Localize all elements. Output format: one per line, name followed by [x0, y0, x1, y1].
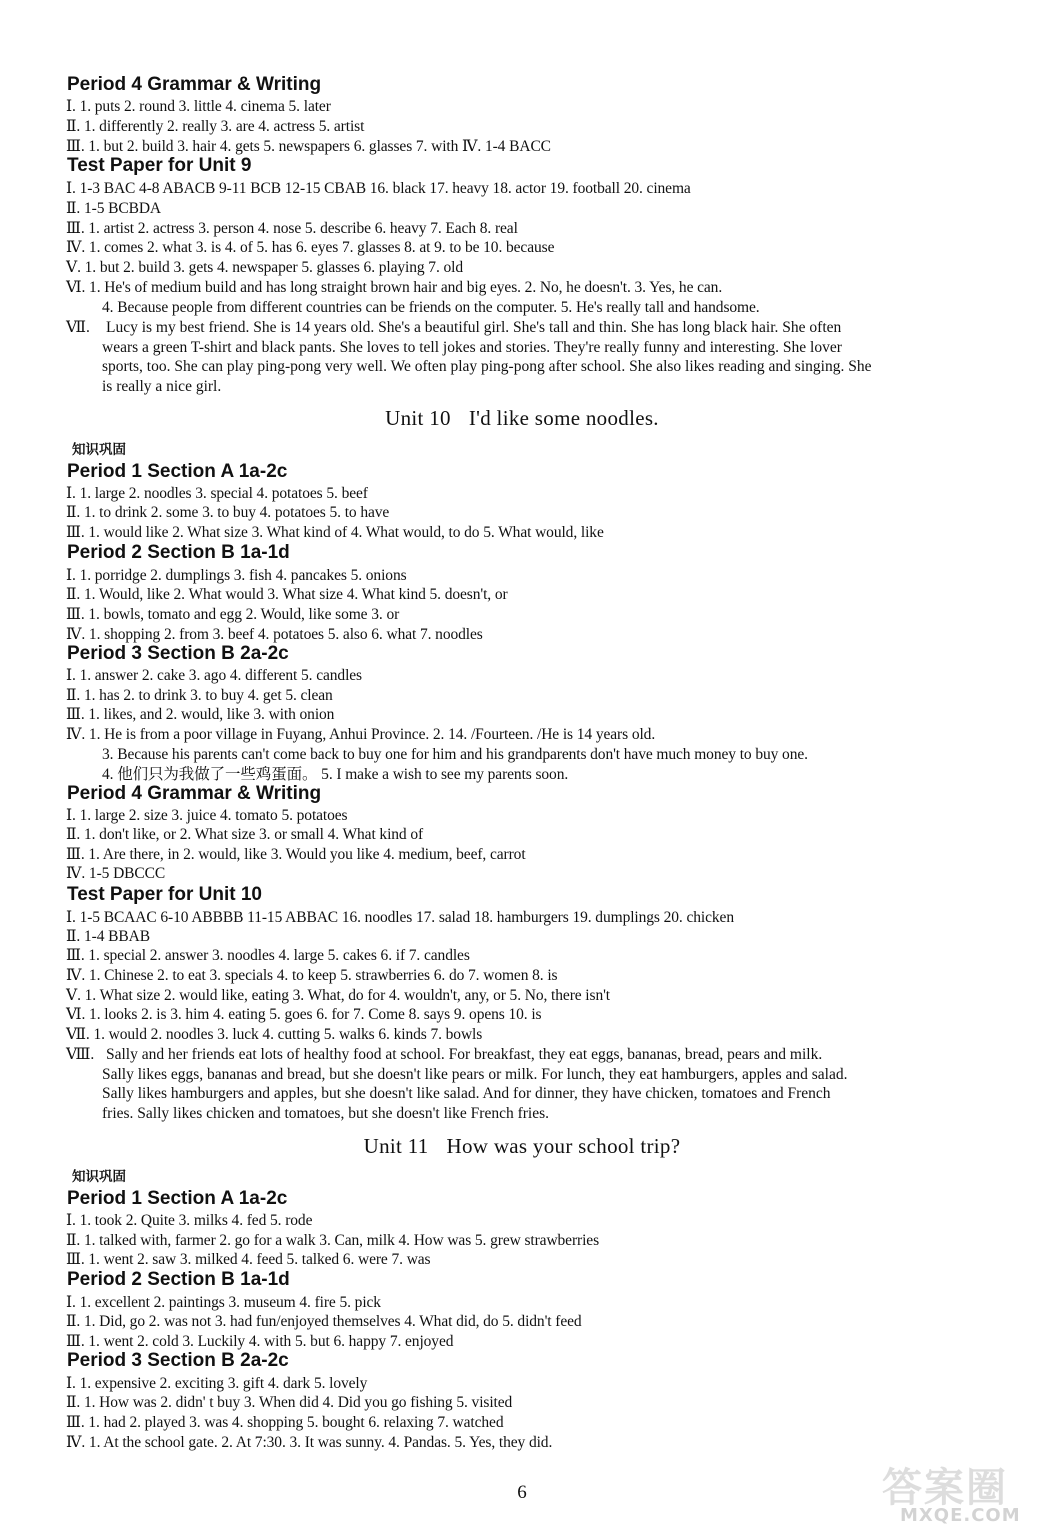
- unit-title: [0, 405, 1044, 431]
- answer-line: Ⅲ. 1. Are there, in 2. would, like 3. Would you like 4. medium, beef, carrot: [66, 846, 526, 863]
- answer-line: Ⅴ. 1. What size 2. would like, eating 3. What, do for 4. wouldn't, any, or 5. No, there isn't: [66, 987, 610, 1004]
- section-heading: Period 3 Section B 2a-2c: [67, 1350, 289, 1371]
- section-heading: Test Paper for Unit 9: [67, 155, 252, 176]
- essay-line: Sally likes eggs, bananas and bread, but she doesn't like pears or milk. For lunch, they eat hamburgers, apples and salad.: [102, 1065, 848, 1083]
- answer-line: Ⅱ. 1. talked with, farmer 2. go for a walk 3. Can, milk 4. How was 5. grew strawberries: [66, 1232, 600, 1249]
- answer-line: Ⅴ. 1. but 2. build 3. gets 4. newspaper 5. glasses 6. playing 7. old: [66, 259, 464, 276]
- essay-line: fries. Sally likes chicken and tomatoes, but she doesn't like French fries.: [102, 1104, 550, 1122]
- answer-line: Ⅲ. 1. but 2. build 3. hair 4. gets 5. newspapers 6. glasses 7. with Ⅳ. 1-4 BACC: [66, 138, 551, 155]
- answer-line: Ⅳ. 1. Chinese 2. to eat 3. specials 4. to keep 5. strawberries 6. do 7. women 8. is: [66, 967, 558, 984]
- answer-line: Ⅳ. 1. He is from a poor village in Fuyang, Anhui Province. 2. 14. /Fourteen. /He is 14 years old.: [66, 726, 656, 743]
- answer-line: Ⅲ. 1. bowls, tomato and egg 2. Would, like some 3. or: [66, 606, 400, 623]
- answer-line: 3. Because his parents can't come back to buy one for him and his grandparents don't have much money to buy one.: [102, 746, 808, 763]
- answer-line: Ⅳ. 1. At the school gate. 2. At 7:30. 3. It was sunny. 4. Pandas. 5. Yes, they did.: [66, 1434, 553, 1451]
- answer-line: Ⅱ. 1. differently 2. really 3. are 4. actress 5. artist: [66, 118, 365, 135]
- answer-line: Ⅰ. 1. expensive 2. exciting 3. gift 4. dark 5. lovely: [66, 1375, 368, 1392]
- section-heading: Period 1 Section A 1a-2c: [67, 1188, 288, 1209]
- answer-line: Ⅱ. 1. How was 2. didn' t buy 3. When did 4. Did you go fishing 5. visited: [66, 1394, 513, 1411]
- section-heading: Period 2 Section B 1a-1d: [67, 1269, 290, 1290]
- answer-line: Ⅲ. 1. went 2. cold 3. Luckily 4. with 5. but 6. happy 7. enjoyed: [66, 1333, 454, 1350]
- answer-line: Ⅰ. 1. large 2. size 3. juice 4. tomato 5. potatoes: [66, 807, 348, 824]
- page-number: 6: [517, 1482, 527, 1503]
- unit-name: I'd like some noodles.: [468, 406, 659, 430]
- answer-line: Ⅲ. 1. special 2. answer 3. noodles 4. large 5. cakes 6. if 7. candles: [66, 947, 470, 964]
- essay-paragraph: [66, 1045, 1024, 1123]
- answer-line: Ⅲ. 1. would like 2. What size 3. What kind of 4. What would, to do 5. What would, like: [66, 524, 604, 541]
- essay-number: Ⅶ.: [66, 319, 90, 336]
- essay-line: Lucy is my best friend. She is 14 years old. She's a beautiful girl. She's tall and thin. She has long black hair. She often: [106, 319, 842, 336]
- unit-number: Unit 11: [363, 1134, 429, 1158]
- essay-line: sports, too. She can play ping-pong very well. We often play ping-pong after school. She also likes reading and singing. She: [102, 358, 872, 375]
- section-heading: Period 3 Section B 2a-2c: [67, 643, 289, 664]
- answer-line: Ⅲ. 1. artist 2. actress 3. person 4. nose 5. describe 6. heavy 7. Each 8. real: [66, 220, 518, 237]
- section-heading: Period 4 Grammar & Writing: [67, 74, 322, 95]
- answer-line: Ⅰ. 1. porridge 2. dumplings 3. fish 4. pancakes 5. onions: [66, 567, 407, 584]
- answer-line: Ⅳ. 1. shopping 2. from 3. beef 4. potatoes 5. also 6. what 7. noodles: [66, 626, 483, 643]
- essay-line: Sally likes hamburgers and apples, but she doesn't like salad. And for dinner, they have chicken, tomatoes and French: [102, 1085, 831, 1102]
- answer-line: Ⅰ. 1. excellent 2. paintings 3. museum 4. fire 5. pick: [66, 1294, 381, 1311]
- answer-line: 4. Because people from different countries can be friends on the computer. 5. He's really tall and handsome.: [102, 299, 760, 316]
- consolidate-label: 知识巩固: [72, 1169, 126, 1185]
- answer-line: Ⅵ. 1. looks 2. is 3. him 4. eating 5. goes 6. for 7. Come 8. says 9. opens 10. is: [66, 1006, 542, 1023]
- answer-line: Ⅳ. 1-5 DBCCC: [66, 865, 166, 882]
- answer-line: Ⅰ. 1. took 2. Quite 3. milks 4. fed 5. rode: [66, 1212, 313, 1229]
- answer-line: Ⅱ. 1. has 2. to drink 3. to buy 4. get 5. clean: [66, 687, 333, 704]
- answer-line: Ⅰ. 1. answer 2. cake 3. ago 4. different 5. candles: [66, 667, 362, 684]
- answer-line: Ⅱ. 1. to drink 2. some 3. to buy 4. potatoes 5. to have: [66, 504, 390, 521]
- section-heading: Period 4 Grammar & Writing: [67, 783, 322, 804]
- answer-line: Ⅶ. 1. would 2. noodles 3. luck 4. cutting 5. walks 6. kinds 7. bowls: [66, 1026, 483, 1043]
- answer-line: Ⅰ. 1. large 2. noodles 3. special 4. potatoes 5. beef: [66, 485, 368, 502]
- unit-title: [0, 1133, 1044, 1159]
- answer-line: Ⅱ. 1. don't like, or 2. What size 3. or small 4. What kind of: [66, 826, 424, 843]
- essay-line: wears a green T-shirt and black pants. She loves to tell jokes and stories. They're really funny and interesting. She lover: [102, 338, 842, 356]
- essay-number: Ⅷ.: [66, 1046, 95, 1063]
- essay-line: is really a nice girl.: [102, 377, 222, 395]
- watermark-site: MXQE.COM: [900, 1505, 1021, 1526]
- essay-line: Sally and her friends eat lots of healthy food at school. For breakfast, they eat eggs, bananas, bread, pears and milk.: [106, 1046, 823, 1063]
- unit-name: How was your school trip?: [446, 1134, 681, 1158]
- answer-line: Ⅲ. 1. had 2. played 3. was 4. shopping 5. bought 6. relaxing 7. watched: [66, 1414, 504, 1431]
- answer-line: 4. 他们只为我做了一些鸡蛋面。 5. I make a wish to see my parents soon.: [102, 766, 569, 783]
- answer-line: Ⅰ. 1. puts 2. round 3. little 4. cinema 5. later: [66, 98, 331, 115]
- answer-line: Ⅵ. 1. He's of medium build and has long straight brown hair and big eyes. 2. No, he doesn't. 3. Yes, he can.: [66, 279, 723, 296]
- answer-line: Ⅲ. 1. went 2. saw 3. milked 4. feed 5. talked 6. were 7. was: [66, 1251, 431, 1268]
- answer-line: Ⅰ. 1-3 BAC 4-8 ABACB 9-11 BCB 12-15 CBAB 16. black 17. heavy 18. actor 19. football 20. cinema: [66, 180, 691, 197]
- answer-line: Ⅱ. 1-5 BCBDA: [66, 200, 162, 217]
- section-heading: Period 1 Section A 1a-2c: [67, 461, 288, 482]
- answer-line: Ⅳ. 1. comes 2. what 3. is 4. of 5. has 6. eyes 7. glasses 8. at 9. to be 10. because: [66, 239, 555, 256]
- essay-paragraph: [66, 318, 1024, 396]
- consolidate-label: 知识巩固: [72, 442, 126, 458]
- section-heading: Period 2 Section B 1a-1d: [67, 542, 290, 563]
- answer-line: Ⅰ. 1-5 BCAAC 6-10 ABBBB 11-15 ABBAC 16. noodles 17. salad 18. hamburgers 19. dumplings 20. chicken: [66, 909, 734, 926]
- unit-number: Unit 10: [385, 406, 451, 430]
- answer-line: Ⅱ. 1. Would, like 2. What would 3. What size 4. What kind 5. doesn't, or: [66, 586, 508, 603]
- section-heading: Test Paper for Unit 10: [67, 884, 262, 905]
- answer-line: Ⅱ. 1. Did, go 2. was not 3. had fun/enjoyed themselves 4. What did, do 5. didn't feed: [66, 1313, 582, 1330]
- watermark: [860, 1456, 1030, 1530]
- watermark-logo: 答案圈: [882, 1465, 1008, 1511]
- answer-line: Ⅱ. 1-4 BBAB: [66, 928, 150, 945]
- answer-line: Ⅲ. 1. likes, and 2. would, like 3. with onion: [66, 706, 335, 723]
